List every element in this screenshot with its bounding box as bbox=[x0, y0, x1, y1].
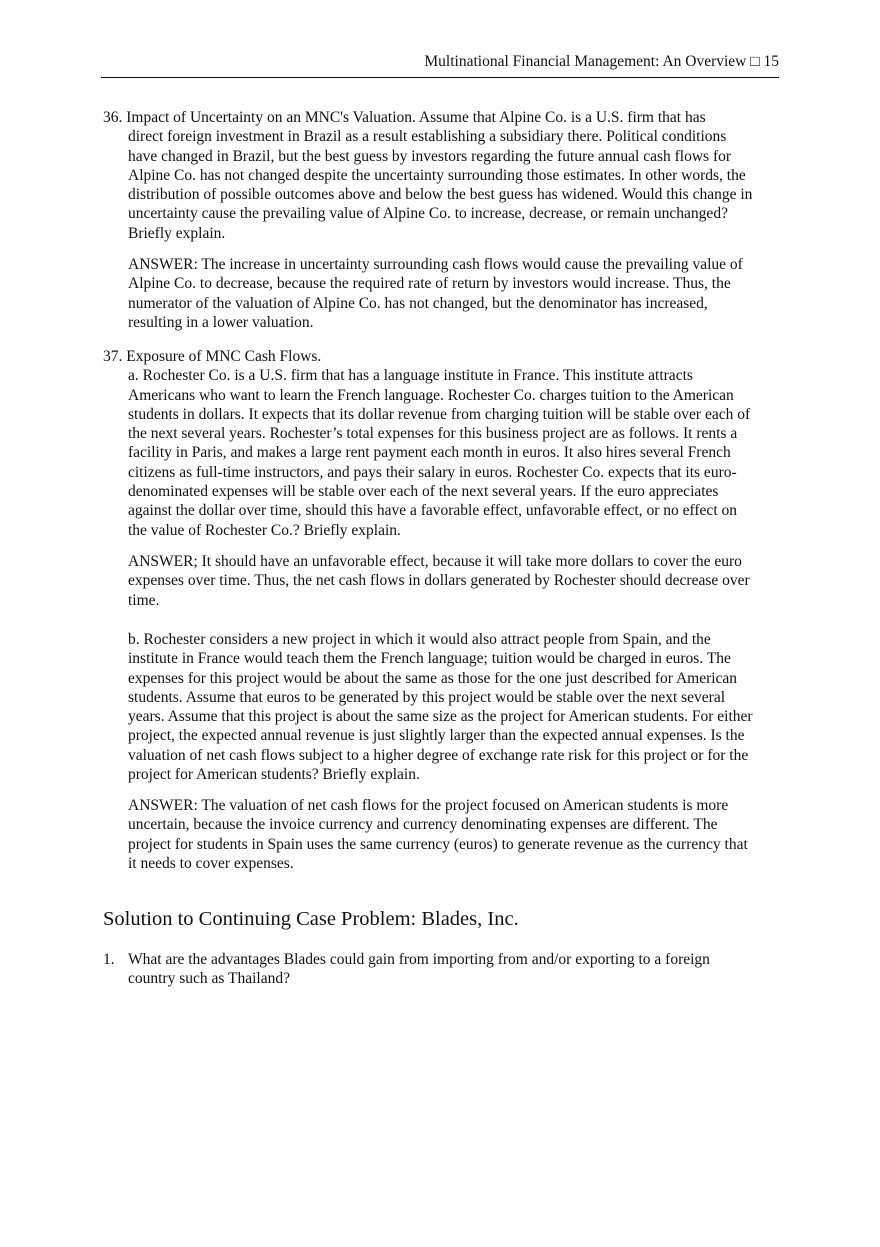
header-title: Multinational Financial Management: An Overview bbox=[424, 53, 747, 70]
part-a-line: denominated expenses will be stable over each of the next several years. If the euro appreciates bbox=[128, 483, 719, 501]
question-37b bbox=[128, 630, 753, 784]
question-line: Briefly explain. bbox=[128, 224, 226, 242]
part-a-line: the value of Rochester Co.? Briefly explain. bbox=[128, 521, 401, 539]
running-header bbox=[101, 52, 779, 72]
missing-glyph-box-icon: □ bbox=[750, 53, 760, 70]
part-b-line: b. Rochester considers a new project in which it would also attract people from Spain, and the bbox=[128, 631, 711, 648]
header-rule bbox=[101, 77, 779, 78]
answer-37a bbox=[128, 552, 750, 610]
answer-36 bbox=[128, 255, 743, 332]
answer-line: Alpine Co. to decrease, because the required rate of return by investors would increase. Thus, the bbox=[128, 275, 731, 293]
question-line: uncertainty cause the prevailing value of Alpine Co. to increase, decrease, or remain unchanged? bbox=[128, 205, 728, 223]
answer-line: ANSWER: The valuation of net cash flows for the project focused on American students is more bbox=[128, 797, 729, 814]
part-b-line: project, the expected annual revenue is just slightly larger than the expected annual expenses. Is the bbox=[128, 727, 745, 745]
part-b-line: expenses for this project would be about the same as those for the one just described for American bbox=[128, 669, 738, 687]
question-37 bbox=[103, 347, 750, 540]
part-a-line: Americans who want to learn the French language. Rochester Co. charges tuition to the American bbox=[128, 386, 734, 404]
question-line: Alpine Co. has not changed despite the uncertainty surrounding those estimates. In other words, the bbox=[128, 166, 746, 184]
part-b-line: years. Assume that this project is about the same size as the project for American students. For either bbox=[128, 708, 753, 726]
part-a-line: a. Rochester Co. is a U.S. firm that has a language institute in France. This institute attracts bbox=[128, 367, 693, 385]
question-title: 37. Exposure of MNC Cash Flows. bbox=[103, 348, 322, 365]
answer-line: it needs to cover expenses. bbox=[128, 854, 294, 872]
answer-line: time. bbox=[128, 591, 160, 609]
answer-line: project for students in Spain uses the same currency (euros) to generate revenue as the currency that bbox=[128, 835, 748, 853]
question-line: 36. Impact of Uncertainty on an MNC's Valuation. Assume that Alpine Co. is a U.S. firm that has bbox=[103, 109, 706, 126]
answer-line: numerator of the valuation of Alpine Co. has not changed, but the denominator has increased, bbox=[128, 294, 708, 312]
answer-line: ANSWER; It should have an unfavorable effect, because it will take more dollars to cover the euro bbox=[128, 553, 742, 570]
part-a-line: students in dollars. It expects that its dollar revenue from charging tuition will be stable over each of bbox=[128, 405, 751, 423]
question-line: have changed in Brazil, but the best guess by investors regarding the future annual cash flows for bbox=[128, 147, 732, 165]
answer-line: resulting in a lower valuation. bbox=[128, 313, 314, 331]
question-line: direct foreign investment in Brazil as a result establishing a subsidiary there. Political conditions bbox=[128, 128, 727, 146]
item-number: 1. bbox=[103, 951, 115, 968]
question-36 bbox=[103, 108, 752, 243]
part-a-line: against the dollar over time, should this have a favorable effect, unfavorable effect, or no effect on bbox=[128, 502, 737, 520]
part-a-line: citizens as full-time instructors, and pays their salary in euros. Rochester Co. expects that its euro- bbox=[128, 463, 737, 481]
part-b-line: students. Assume that euros to be generated by this project would be stable over the next several bbox=[128, 688, 726, 706]
answer-line: expenses over time. Thus, the net cash flows in dollars generated by Rochester should decrease over bbox=[128, 572, 750, 590]
part-b-line: project for American students? Briefly explain. bbox=[128, 766, 420, 784]
question-line: distribution of possible outcomes above and below the best guess has widened. Would this change in bbox=[128, 186, 753, 204]
item-line: What are the advantages Blades could gain from importing from and/or exporting to a foreign bbox=[128, 951, 710, 968]
answer-line: uncertain, because the invoice currency and currency denominating expenses are different. The bbox=[128, 816, 718, 834]
answer-37b bbox=[128, 796, 748, 873]
item-line: country such as Thailand? bbox=[128, 970, 290, 988]
part-b-line: institute in France would teach them the French language; tuition would be charged in euros. The bbox=[128, 650, 731, 668]
section-heading: Solution to Continuing Case Problem: Blades, Inc. bbox=[103, 908, 519, 930]
part-b-line: valuation of net cash flows subject to a higher degree of exchange rate risk for this project or for the bbox=[128, 746, 749, 764]
part-a-line: facility in Paris, and makes a large rent payment each month in euros. It also hires several French bbox=[128, 444, 731, 462]
answer-line: ANSWER: The increase in uncertainty surrounding cash flows would cause the prevailing value of bbox=[128, 256, 743, 273]
page-number: 15 bbox=[763, 53, 779, 70]
part-a-line: the next several years. Rochester’s total expenses for this business project are as follows. It rents a bbox=[128, 425, 738, 443]
